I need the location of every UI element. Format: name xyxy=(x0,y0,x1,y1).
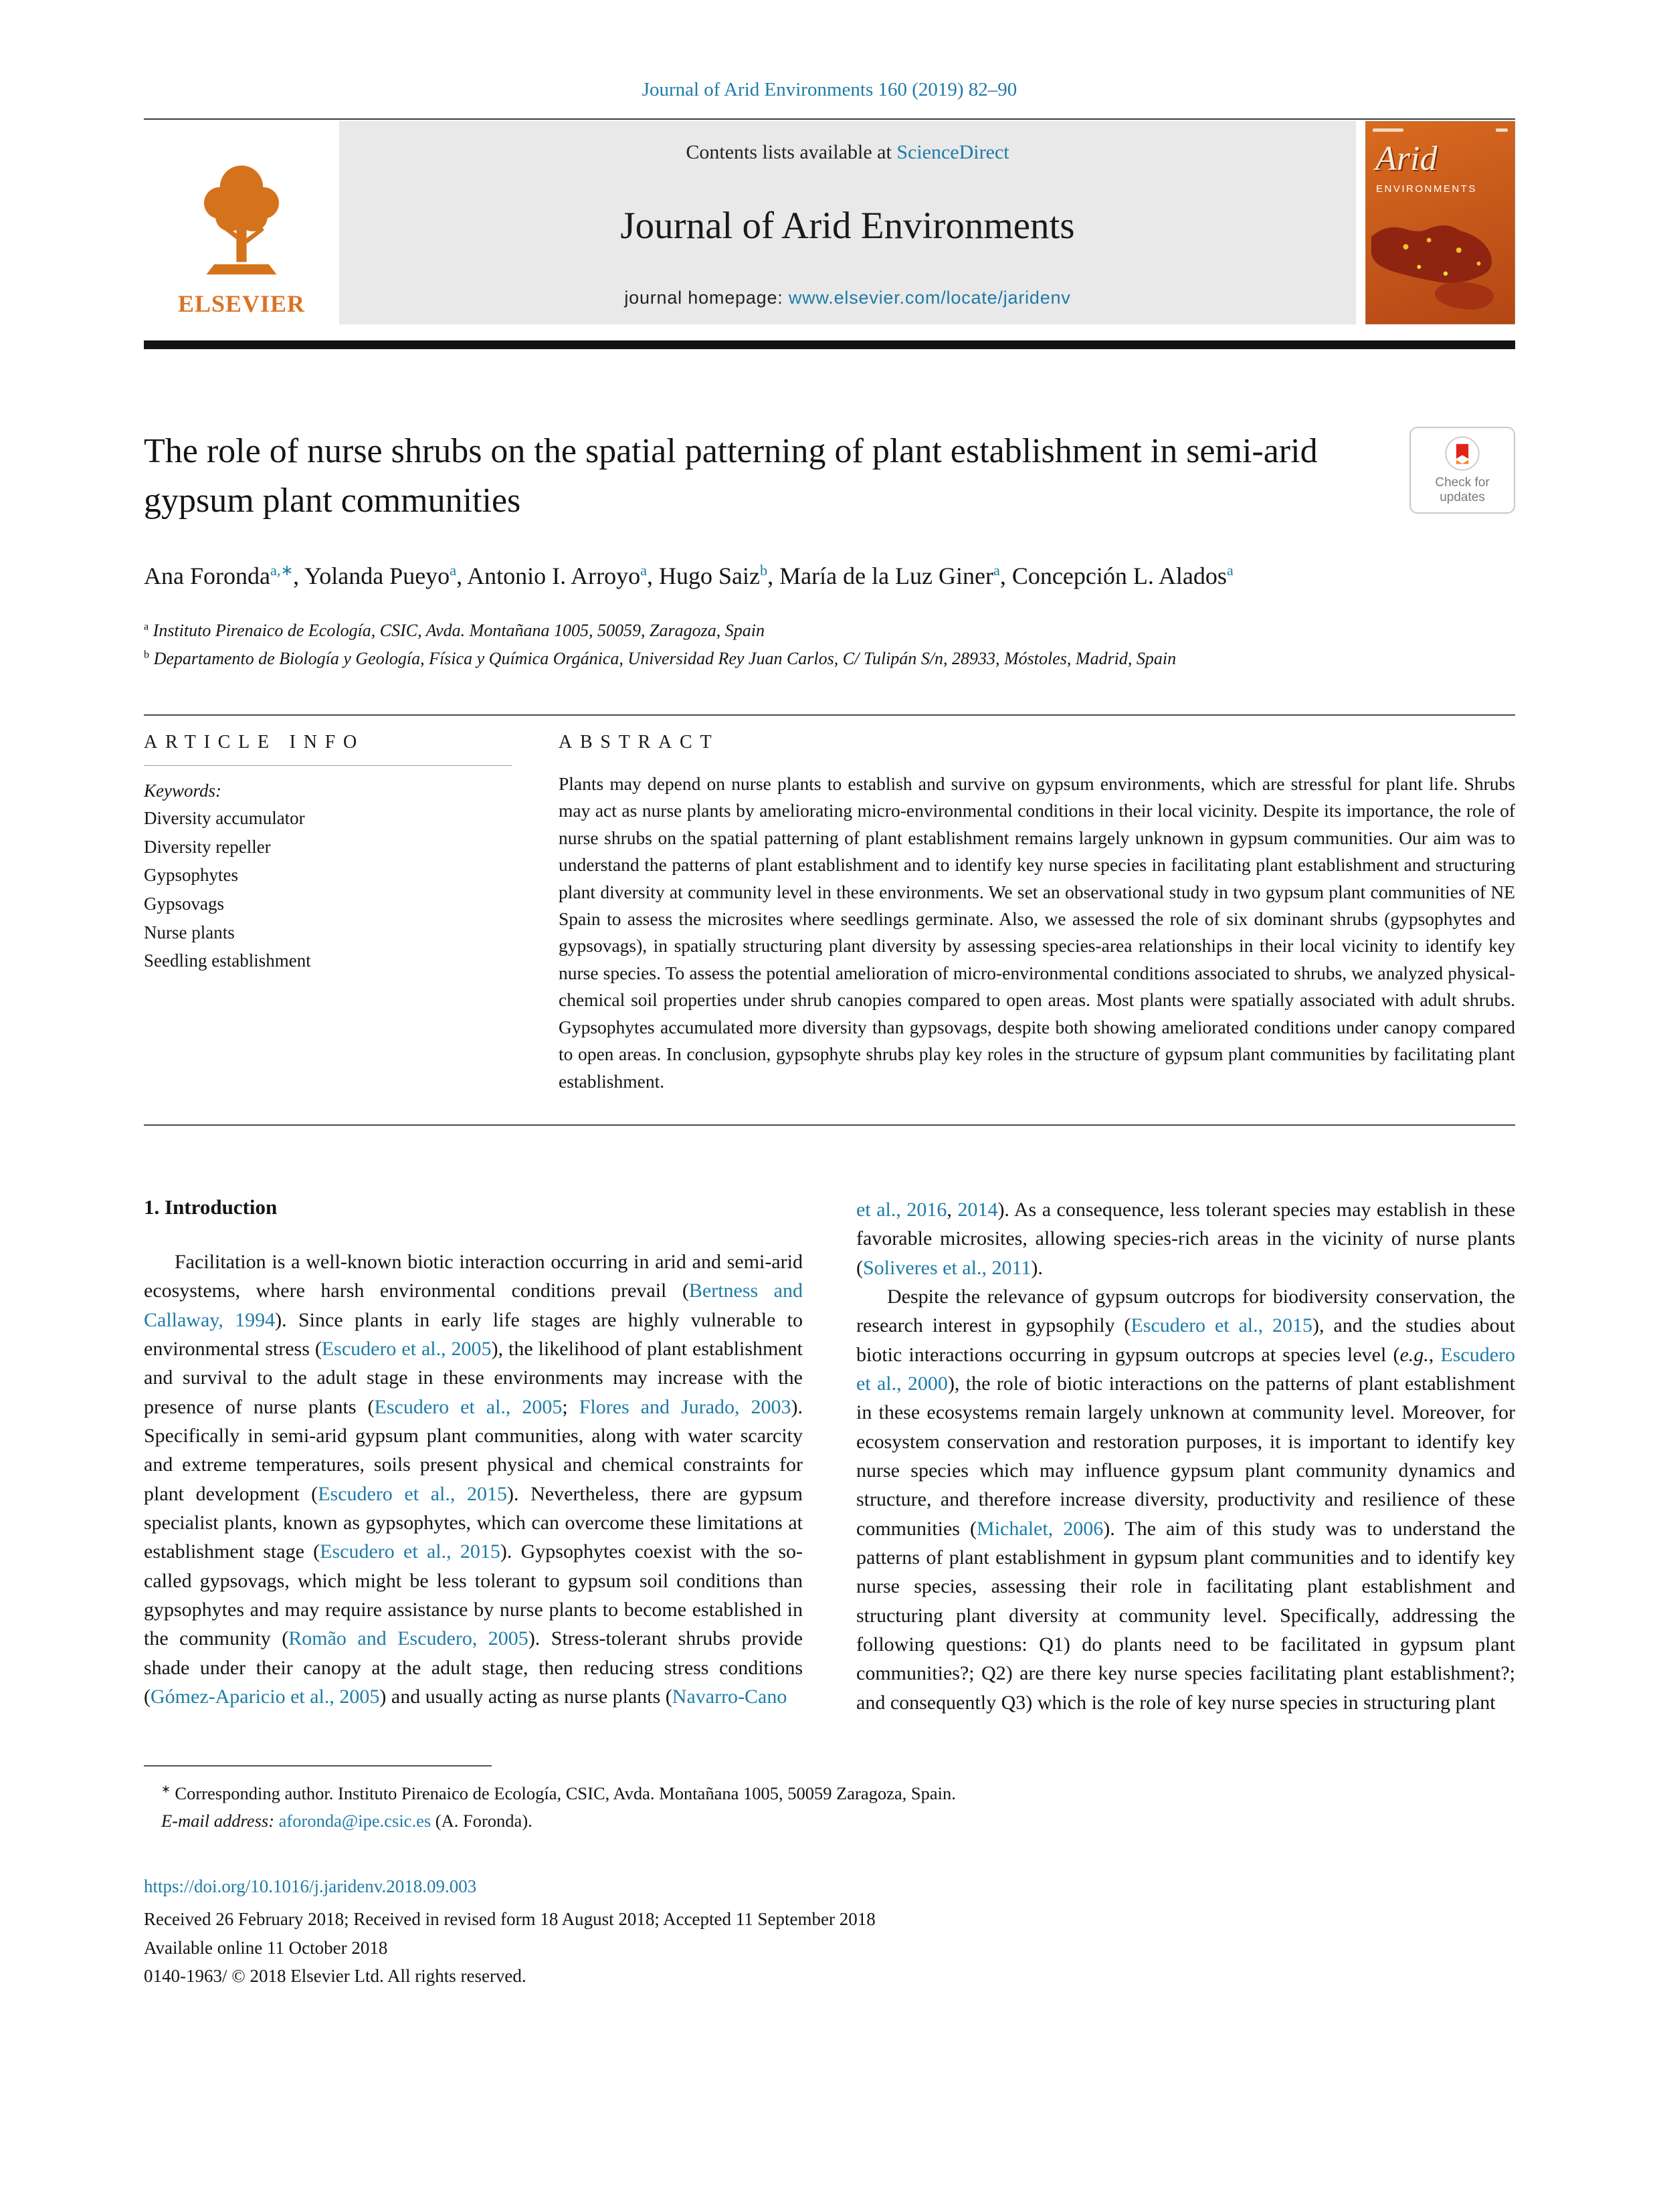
available-online-line: Available online 11 October 2018 xyxy=(144,1937,388,1958)
article-info-divider xyxy=(144,765,512,766)
text-link[interactable]: a xyxy=(993,561,1000,579)
keyword-item: Nurse plants xyxy=(144,922,235,942)
text-link[interactable]: Michalet, 2006 xyxy=(977,1517,1104,1540)
cover-world-map xyxy=(1366,210,1515,324)
affiliation-a-label: a xyxy=(144,621,149,632)
text-link[interactable]: aforonda@ipe.csic.es xyxy=(278,1811,431,1831)
cover-subtitle: ENVIRONMENTS xyxy=(1376,183,1477,195)
text-link[interactable]: a xyxy=(1226,561,1234,579)
text-link[interactable]: a,∗ xyxy=(270,561,294,579)
corresponding-author-note: ∗ Corresponding author. Instituto Pirenaico de Ecología, CSIC, Avda. Montañana 1005, 50059 Zaragoza, Spain. xyxy=(161,1783,956,1804)
keyword-item: Gypsovags xyxy=(144,893,224,914)
keyword-item: Diversity accumulator xyxy=(144,807,305,828)
text-link[interactable]: et al., 2016 xyxy=(856,1198,947,1221)
check-updates-badge[interactable] xyxy=(1409,427,1515,514)
intro-paragraph-1-continued: et al., 2016, 2014). As a consequence, less tolerant species may establish in these favorable microsites, allowing species-rich areas in the vicinity of nurse plants (Soliveres et al., 2011). xyxy=(856,1198,1515,1279)
journal-reference-link[interactable]: Journal of Arid Environments 160 (2019) 82–90 xyxy=(642,79,1017,100)
text-link[interactable]: Romão and Escudero, 2005 xyxy=(288,1627,528,1650)
keywords-list xyxy=(144,804,512,975)
text-link[interactable]: Bertness and Callaway, 1994 xyxy=(144,1280,803,1331)
check-updates-line2: updates xyxy=(1440,490,1485,505)
introduction-heading: 1. Introduction xyxy=(144,1195,278,1219)
abstract-column xyxy=(559,716,1515,1095)
footer-block xyxy=(144,1872,1515,1991)
text-link[interactable]: Navarro-Cano xyxy=(672,1686,787,1708)
article-title: The role of nurse shrubs on the spatial patterning of plant establishment in semi-arid gypsum plant communities xyxy=(144,432,1318,520)
left-column xyxy=(144,1195,803,1717)
abstract-text: Plants may depend on nurse plants to establish and survive on gypsum environments, which are stressful for plant life. Shrubs may act as nurse plants by ameliorating micro-environmental conditions in their local vicinity. Despite its importance, the role of nurse shrubs on the spatial patterning of plant establishment remains largely unknown in gypsum communities. Our aim was to understand the patterns of plant establishment and to identify key nurse species in facilitating plant establishment and structuring plant diversity at community level in these environments. We set an observational study in two gypsum plant communities of NE Spain to assess the microsites where seedlings germinate. Also, we assessed the role of six dominant shrubs (gypsophytes and gypsovags), in spatially structuring plant diversity by assessing species-area relationships in their local vicinity to identify key nurse species. To assess the potential amelioration of micro-environmental conditions associated to shrubs, we analyzed physical-chemical soil properties under shrub canopies compared to open areas. Most plants were spatially associated with adult shrubs. Gypsophytes accumulated more diversity than gypsovags, despite both showing ameliorated conditions under canopy compared to open areas. In conclusion, gypsophyte shrubs play key roles in the structure of gypsum plant communities by facilitating plant establishment. xyxy=(559,773,1515,1092)
article-info-heading: ARTICLE INFO xyxy=(144,731,365,752)
elsevier-wordmark: ELSEVIER xyxy=(177,290,306,317)
elsevier-tree-icon xyxy=(185,160,298,287)
affiliation-a xyxy=(144,617,1515,645)
text-link[interactable]: Escudero et al., 2000 xyxy=(856,1343,1515,1395)
cover-title: Arid xyxy=(1375,140,1438,178)
affiliations xyxy=(144,617,1515,673)
journal-title: Journal of Arid Environments xyxy=(620,205,1075,247)
text-link[interactable]: Soliveres et al., 2011 xyxy=(863,1256,1032,1279)
keyword-item: Seedling establishment xyxy=(144,950,311,971)
right-column xyxy=(856,1195,1515,1717)
text-link[interactable]: Escudero et al., 2005 xyxy=(374,1395,563,1418)
banner-center xyxy=(339,121,1356,324)
affiliation-b-text: Departamento de Biología y Geología, Física y Química Orgánica, Universidad Rey Juan Carlos, C/ Tulipán S/n, 28933, Móstoles, Madrid, Spain xyxy=(149,648,1177,668)
intro-paragraph-1: Facilitation is a well-known biotic interaction occurring in arid and semi-arid ecosystems, where harsh environmental conditions prevail (Bertness and Callaway, 1994). Since plants in early life stages are highly vulnerable to environmental stress (Escudero et al., 2005), the likelihood of plant establishment and survival to the adult stage in these environments may increase with the presence of nurse plants (Escudero et al., 2005; Flores and Jurado, 2003). Specifically in semi-arid gypsum plant communities, along with water scarcity and extreme temperatures, soils present physical and chemical constraints for plant development (Escudero et al., 2015). Nevertheless, there are gypsum specialist plants, known as gypsophytes, which can overcome these limitations at establishment stage (Escudero et al., 2015). Gypsophytes coexist with the so-called gypsovags, which might be less tolerant to gypsum soil conditions than gypsophytes and may require assistance by nurse plants to become established in the community (Romão and Escudero, 2005). Stress-tolerant shrubs provide shade under their canopy at the adult stage, then reducing stress conditions (Gómez-Aparicio et al., 2005) and usually acting as nurse plants (Navarro-Cano xyxy=(144,1250,803,1708)
affiliation-b xyxy=(144,645,1515,673)
crossmark-icon xyxy=(1445,436,1480,471)
page-content xyxy=(144,79,1515,1991)
cover-logo-decoration xyxy=(1496,128,1508,132)
introduction-section xyxy=(144,1195,1515,1717)
text-link[interactable]: a xyxy=(450,561,457,579)
abstract-heading: ABSTRACT xyxy=(559,731,720,752)
elsevier-logo[interactable] xyxy=(144,121,339,324)
sciencedirect-link[interactable]: ScienceDirect xyxy=(896,141,1009,163)
text-link[interactable]: Escudero et al., 2015 xyxy=(320,1540,500,1563)
banner-bottom-bar xyxy=(144,340,1515,349)
text-link[interactable]: Escudero et al., 2015 xyxy=(1131,1314,1313,1337)
text-link[interactable]: a xyxy=(640,561,647,579)
affiliation-b-label: b xyxy=(144,649,150,661)
cover-masthead-decoration xyxy=(1373,128,1403,132)
footnote-block xyxy=(144,1765,1515,1835)
journal-homepage-link[interactable]: www.elsevier.com/locate/jaridenv xyxy=(788,288,1071,308)
text-link[interactable]: 2014 xyxy=(957,1198,998,1221)
author-list: Ana Foronda$^{a,∗}$, Yolanda Pueyo$^a$, Antonio I. Arroyo$^a$, Hugo Saiz$^b$, María de la Luz Giner$^a$, Concepción L. Alados$^a$ xyxy=(144,561,1234,589)
email-note: E-mail address: aforonda@ipe.csic.es (A. Foronda). xyxy=(161,1811,532,1831)
homepage-line xyxy=(624,288,1070,308)
doi-link[interactable]: https://doi.org/10.1016/j.jaridenv.2018.09.003 xyxy=(144,1876,477,1897)
check-updates-label xyxy=(1435,476,1489,506)
text-link[interactable]: Escudero et al., 2015 xyxy=(318,1482,507,1505)
keywords-label: Keywords: xyxy=(144,780,221,801)
intro-paragraph-2: Despite the relevance of gypsum outcrops for biodiversity conservation, the research interest in gypsophily (Escudero et al., 2015), and the studies about biotic interactions occurring in gypsum outcrops at species level (e.g., Escudero et al., 2000), the role of biotic interactions on the patterns of plant establishment in these ecosystems remain largely unknown at community level. Moreover, for ecosystem conservation and restoration purposes, it is important to identify key nurse species which may influence gypsum plant community dynamics and structure, and therefore increase diversity, productivity and resilience of these communities (Michalet, 2006). The aim of this study was to understand the patterns of plant establishment in gypsum plant communities and to identify key nurse species, assessing their role in facilitating plant establishment and structuring plant diversity at community level. Specifically, addressing the following questions: Q1) do plants need to be facilitated in gypsum plant communities?; Q2) are there key nurse species facilitating plant establishment?; and consequently Q3) which is the role of key nurse species in structuring plant xyxy=(856,1285,1515,1714)
keyword-item: Diversity repeller xyxy=(144,836,271,857)
abstract-section xyxy=(144,714,1515,1126)
copyright-line: 0140-1963/ © 2018 Elsevier Ltd. All rights reserved. xyxy=(144,1966,526,1987)
text-link[interactable]: Escudero et al., 2005 xyxy=(321,1337,492,1360)
title-row xyxy=(144,427,1515,526)
contents-prefix: Contents lists available at xyxy=(686,141,897,163)
header-divider xyxy=(144,118,1515,120)
footnote-divider xyxy=(144,1765,492,1767)
text-link[interactable]: Flores and Jurado, 2003 xyxy=(579,1395,791,1418)
check-updates-line1: Check for xyxy=(1435,476,1490,490)
contents-line xyxy=(686,141,1009,164)
keyword-item: Gypsophytes xyxy=(144,865,238,886)
homepage-label: journal homepage: xyxy=(624,288,789,308)
article-info-column xyxy=(144,716,559,1095)
received-line: Received 26 February 2018; Received in revised form 18 August 2018; Accepted 11 September 2018 xyxy=(144,1908,876,1929)
journal-cover[interactable] xyxy=(1365,121,1515,324)
text-link[interactable]: Gómez-Aparicio et al., 2005 xyxy=(151,1686,380,1708)
affiliation-a-text: Instituto Pirenaico de Ecología, CSIC, Avda. Montañana 1005, 50059, Zaragoza, Spain xyxy=(149,620,765,640)
text-link[interactable]: b xyxy=(759,561,768,579)
journal-banner xyxy=(144,121,1515,324)
